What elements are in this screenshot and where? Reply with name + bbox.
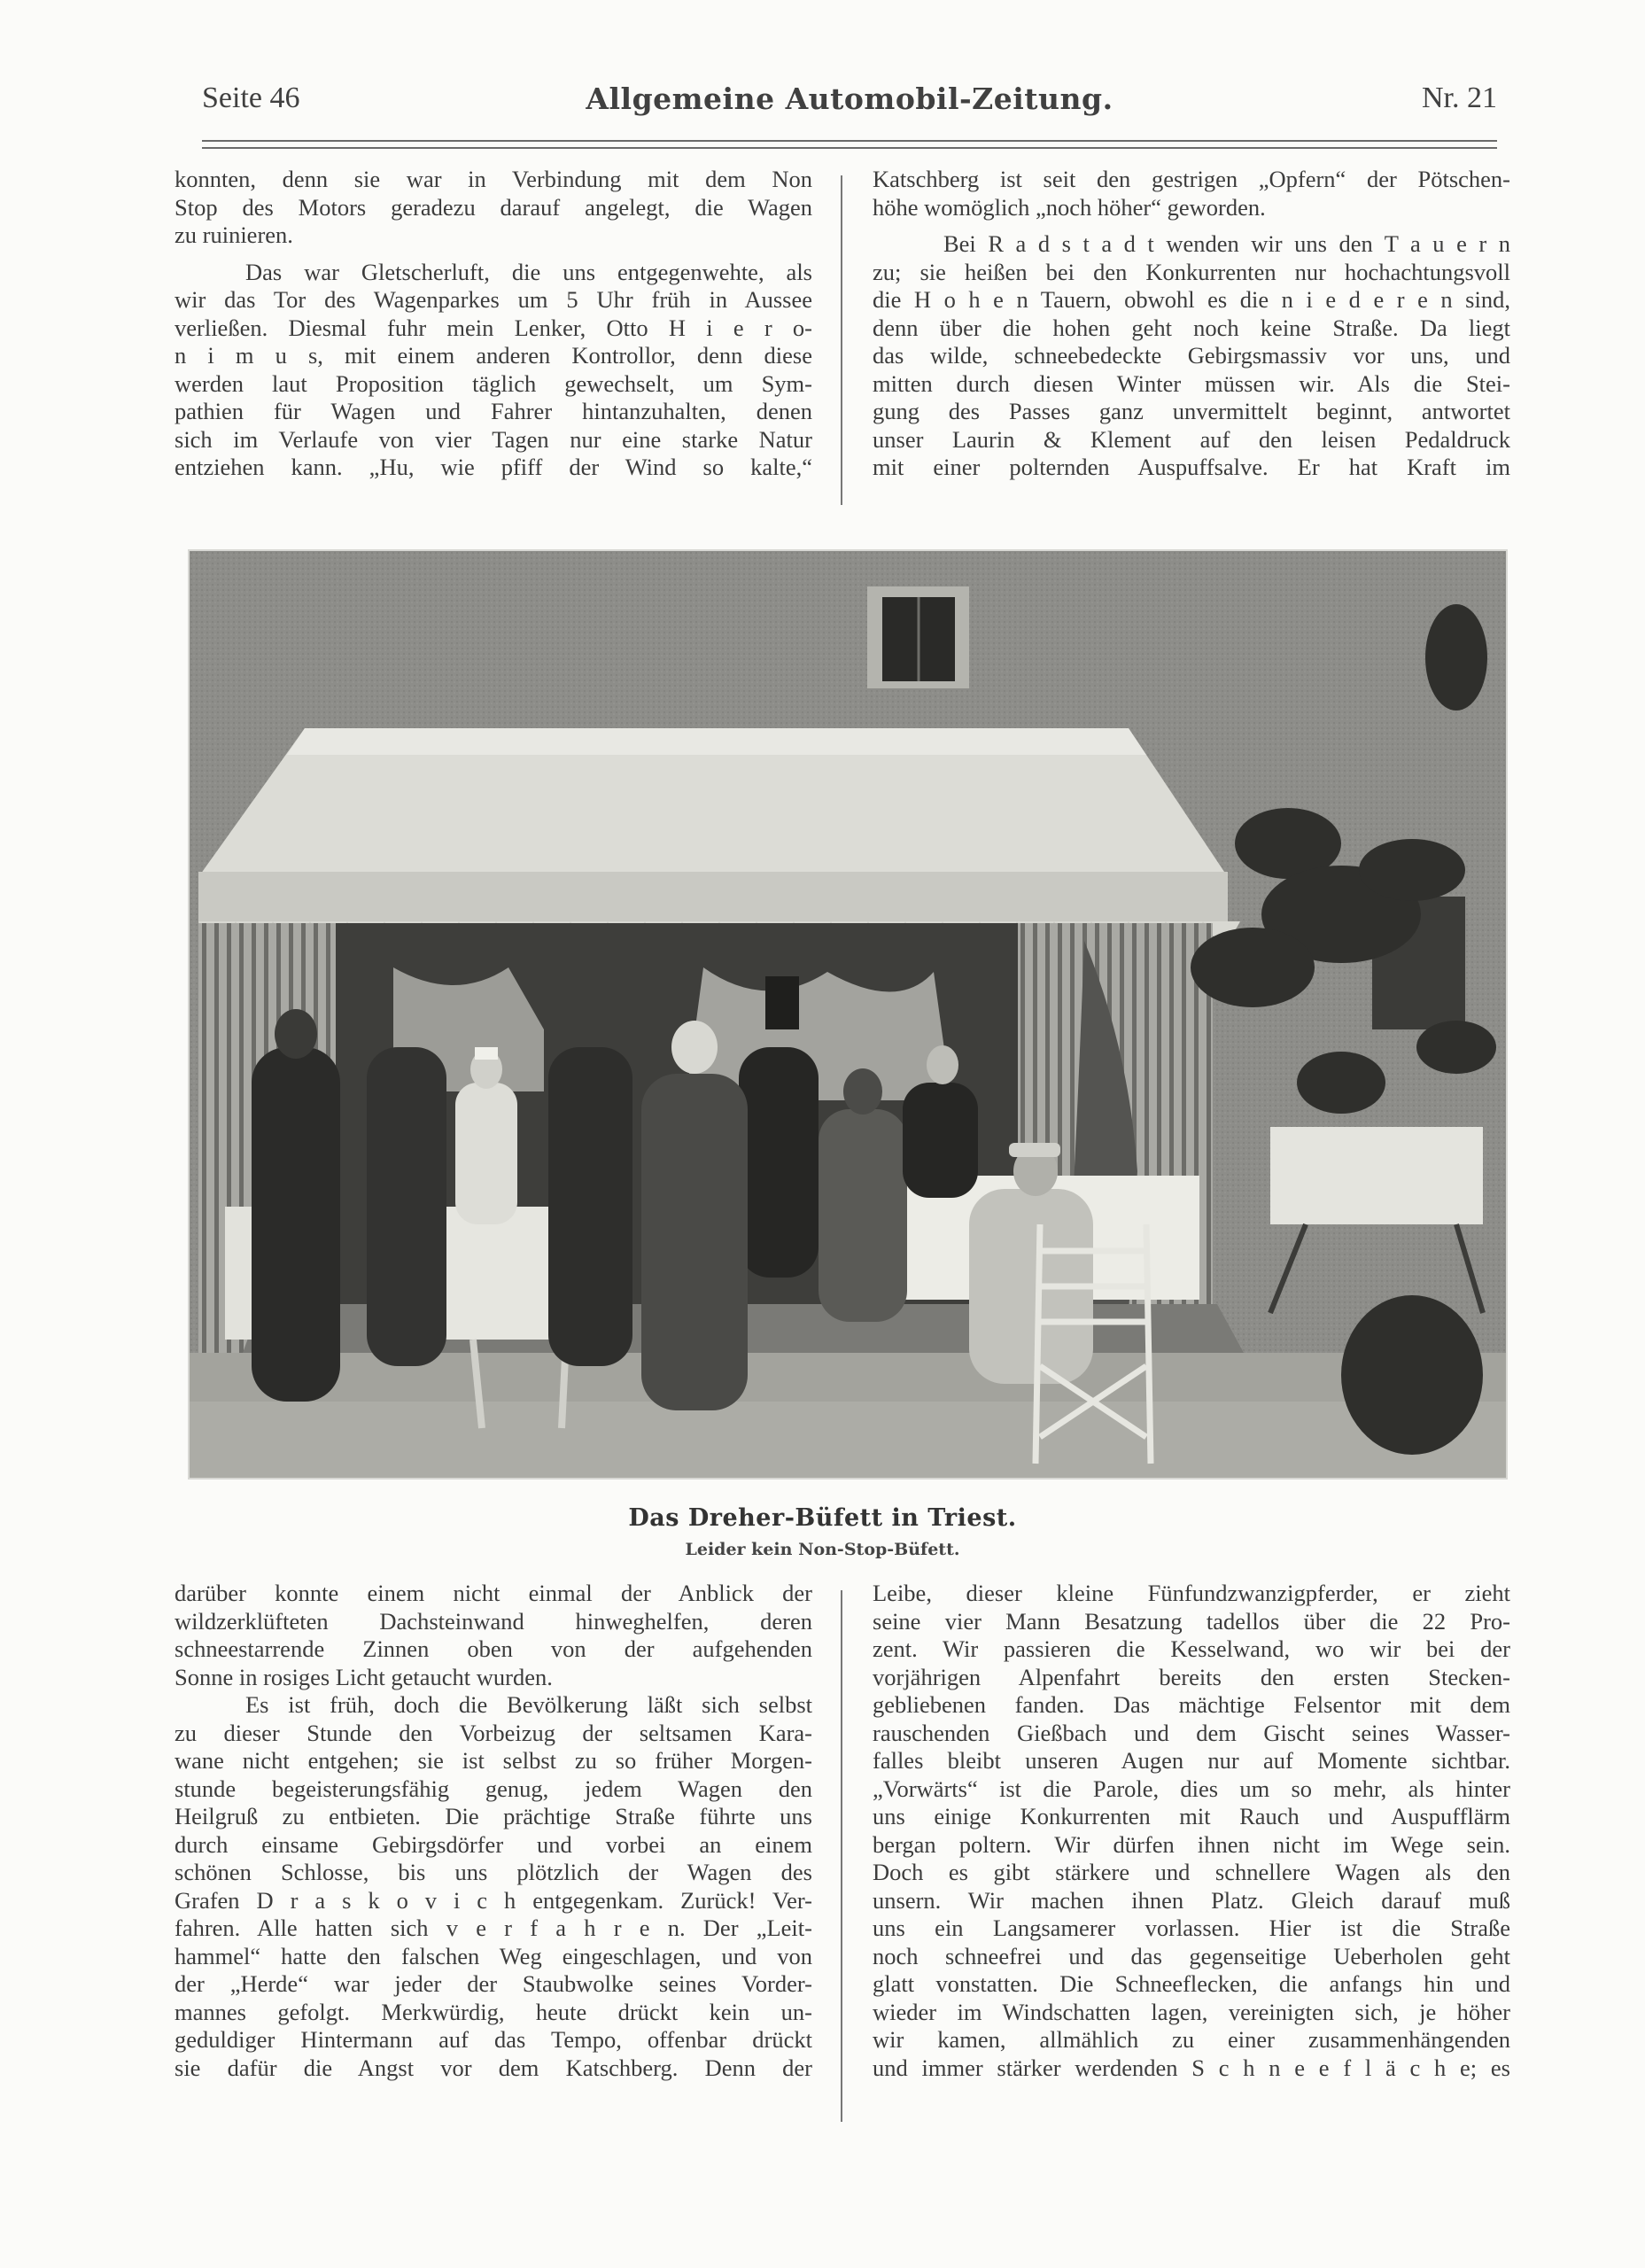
text-line: zu; sie heißen bei den Konkurrenten nur hochachtungsvoll: [873, 258, 1510, 285]
text-line: uns ein Langsamerer vorlassen. Hier ist die Straße: [873, 1915, 1510, 1941]
text-line: die H o h e n Tauern, obwohl es die n i e d e r e n sind,: [873, 286, 1510, 313]
text-line: rauschenden Gießbach und dem Gischt seines Wasser-: [873, 1719, 1510, 1746]
text-line: mitten durch diesen Winter müssen wir. Als die Stei-: [873, 369, 1510, 397]
text-line: Katschberg ist seit den gestrigen „Opfern“ der Pötschen-: [873, 166, 1510, 192]
text-line: Bei R a d s t a d t wenden wir uns den T a u e r n: [943, 230, 1510, 257]
text-line: n i m u s, mit einem anderen Kontrollor, denn diese: [175, 342, 812, 369]
text-line: bergan poltern. Wir dürfen ihnen nicht im Wege sein.: [873, 1830, 1510, 1858]
text-line: das wilde, schneebedeckte Gebirgsmassiv vor uns, und: [873, 342, 1510, 369]
text-line: schönen Schlosse, bis uns plötzlich der Wagen des: [175, 1859, 812, 1885]
text-line: schneestarrende Zinnen oben von der aufgehenden: [175, 1635, 812, 1662]
text-line: sie dafür die Angst vor dem Katschberg. Denn der: [175, 2054, 812, 2081]
text-line: noch schneefrei und das gegenseitige Ueberholen geht: [873, 1942, 1510, 1969]
text-line: „Vorwärts“ ist die Parole, dies um so mehr, als hinter: [873, 1775, 1510, 1802]
page-number: Seite 46: [202, 82, 300, 114]
page-header: [202, 82, 1497, 135]
text-line: glatt vonstatten. Die Schneeflecken, die anfangs hin und: [873, 1970, 1510, 1997]
text-line: stunde begeisterungsfähig genug, jedem Wagen den: [175, 1775, 812, 1802]
text-line: und immer stärker werdenden S c h n e e f l ä c h e; es: [873, 2054, 1510, 2081]
text-line: darüber konnte einem nicht einmal der Anblick der: [175, 1580, 812, 1606]
column-divider-bottom: [841, 1590, 842, 2122]
text-line: wildzerklüfteten Dachsteinwand hinweghelfen, deren: [175, 1607, 812, 1635]
text-line: werden laut Proposition täglich gewechselt, um Sym-: [175, 369, 812, 397]
text-line: mannes gefolgt. Merkwürdig, heute drückt kein un-: [175, 1998, 812, 2025]
text-line: mit einer polternden Auspuffsalve. Er hat Kraft im: [873, 454, 1510, 480]
text-line: verließen. Diesmal fuhr mein Lenker, Otto H i e r o-: [175, 314, 812, 341]
text-line: vorjährigen Alpenfahrt bereits den ersten Stecken-: [873, 1663, 1510, 1690]
bottom-right-column: [873, 1580, 1510, 2082]
photo-dreher-buffet: [188, 549, 1508, 1480]
text-line: entziehen kann. „Hu, wie pfiff der Wind so kalte,“: [175, 454, 812, 480]
text-line: denn über die hohen geht noch keine Straße. Da liegt: [873, 314, 1510, 341]
text-line: falles bleibt unseren Augen nur auf Momente sichtbar.: [873, 1747, 1510, 1774]
text-line: zent. Wir passieren die Kesselwand, wo wir bei der: [873, 1635, 1510, 1662]
photo-caption-subtitle: Leider kein Non-Stop-Büfett.: [685, 1540, 960, 1559]
text-line: Sonne in rosiges Licht getaucht wurden.: [175, 1663, 553, 1690]
text-line: pathien für Wagen und Fahrer hintanzuhalten, denen: [175, 398, 812, 424]
text-line: gebliebenen fanden. Das mächtige Felsentor mit dem: [873, 1691, 1510, 1718]
text-line: zu dieser Stunde den Vorbeizug der seltsamen Kara-: [175, 1719, 812, 1746]
text-line: wir das Tor des Wagenparkes um 5 Uhr früh in Aussee: [175, 286, 812, 313]
text-line: hammel“ hatte den falschen Weg eingeschlagen, und von: [175, 1942, 812, 1969]
text-line: höhe womöglich „noch höher“ geworden.: [873, 193, 1266, 221]
text-line: wane nicht entgehen; sie ist selbst zu so früher Morgen-: [175, 1747, 812, 1774]
issue-number: Nr. 21: [1422, 82, 1497, 114]
top-left-column: [175, 166, 812, 482]
text-line: sich im Verlaufe von vier Tagen nur eine starke Natur: [175, 425, 812, 453]
text-line: Stop des Motors geradezu darauf angelegt, die Wagen: [175, 193, 812, 221]
text-line: unsern. Wir machen ihnen Platz. Gleich darauf muß: [873, 1886, 1510, 1914]
text-line: Heilgruß zu entbieten. Die prächtige Straße führte uns: [175, 1803, 812, 1829]
text-line: unser Laurin & Klement auf den leisen Pedaldruck: [873, 425, 1510, 453]
text-line: Leibe, dieser kleine Fünfundzwanzigpferder, er zieht: [873, 1580, 1510, 1606]
text-line: wir kamen, allmählich zu einer zusammenhängenden: [873, 2026, 1510, 2053]
text-line: wieder im Windschatten lagen, vereinigten sich, je höher: [873, 1998, 1510, 2025]
text-line: Es ist früh, doch die Bevölkerung läßt sich selbst: [245, 1691, 812, 1718]
text-line: seine vier Mann Besatzung tadellos über die 22 Pro-: [873, 1607, 1510, 1635]
top-right-column: [873, 166, 1510, 482]
column-divider-top: [841, 175, 842, 505]
text-line: fahren. Alle hatten sich v e r f a h r e n. Der „Leit-: [175, 1915, 812, 1941]
text-line: durch einsame Gebirgsdörfer und vorbei an einem: [175, 1830, 812, 1858]
side-table-cloth: [1270, 1127, 1483, 1224]
tent-valance: [198, 872, 1228, 923]
text-line: Grafen D r a s k o v i c h entgegenkam. Zurück! Ver-: [175, 1886, 812, 1914]
text-line: Das war Gletscherluft, die uns entgegenwehte, als: [245, 258, 812, 285]
text-line: uns einige Konkurrenten mit Rauch und Auspufflärm: [873, 1803, 1510, 1829]
bottom-left-column: [175, 1580, 812, 2082]
header-rule-bottom: [202, 147, 1497, 149]
text-line: gung des Passes ganz unvermittelt beginnt, antwortet: [873, 398, 1510, 424]
text-line: konnten, denn sie war in Verbindung mit dem Non: [175, 166, 812, 192]
text-line: Doch es gibt stärkere und schnellere Wagen als den: [873, 1859, 1510, 1885]
publication-title: Allgemeine Automobil-Zeitung.: [586, 82, 1113, 116]
text-line: zu ruinieren.: [175, 221, 293, 248]
header-rule-top: [202, 140, 1497, 142]
photo-caption-title: Das Dreher-Büfett in Triest.: [628, 1504, 1017, 1532]
text-line: der „Herde“ war jeder der Staubwolke seines Vorder-: [175, 1970, 812, 1997]
text-line: geduldiger Hintermann auf das Tempo, offenbar drückt: [175, 2026, 812, 2053]
